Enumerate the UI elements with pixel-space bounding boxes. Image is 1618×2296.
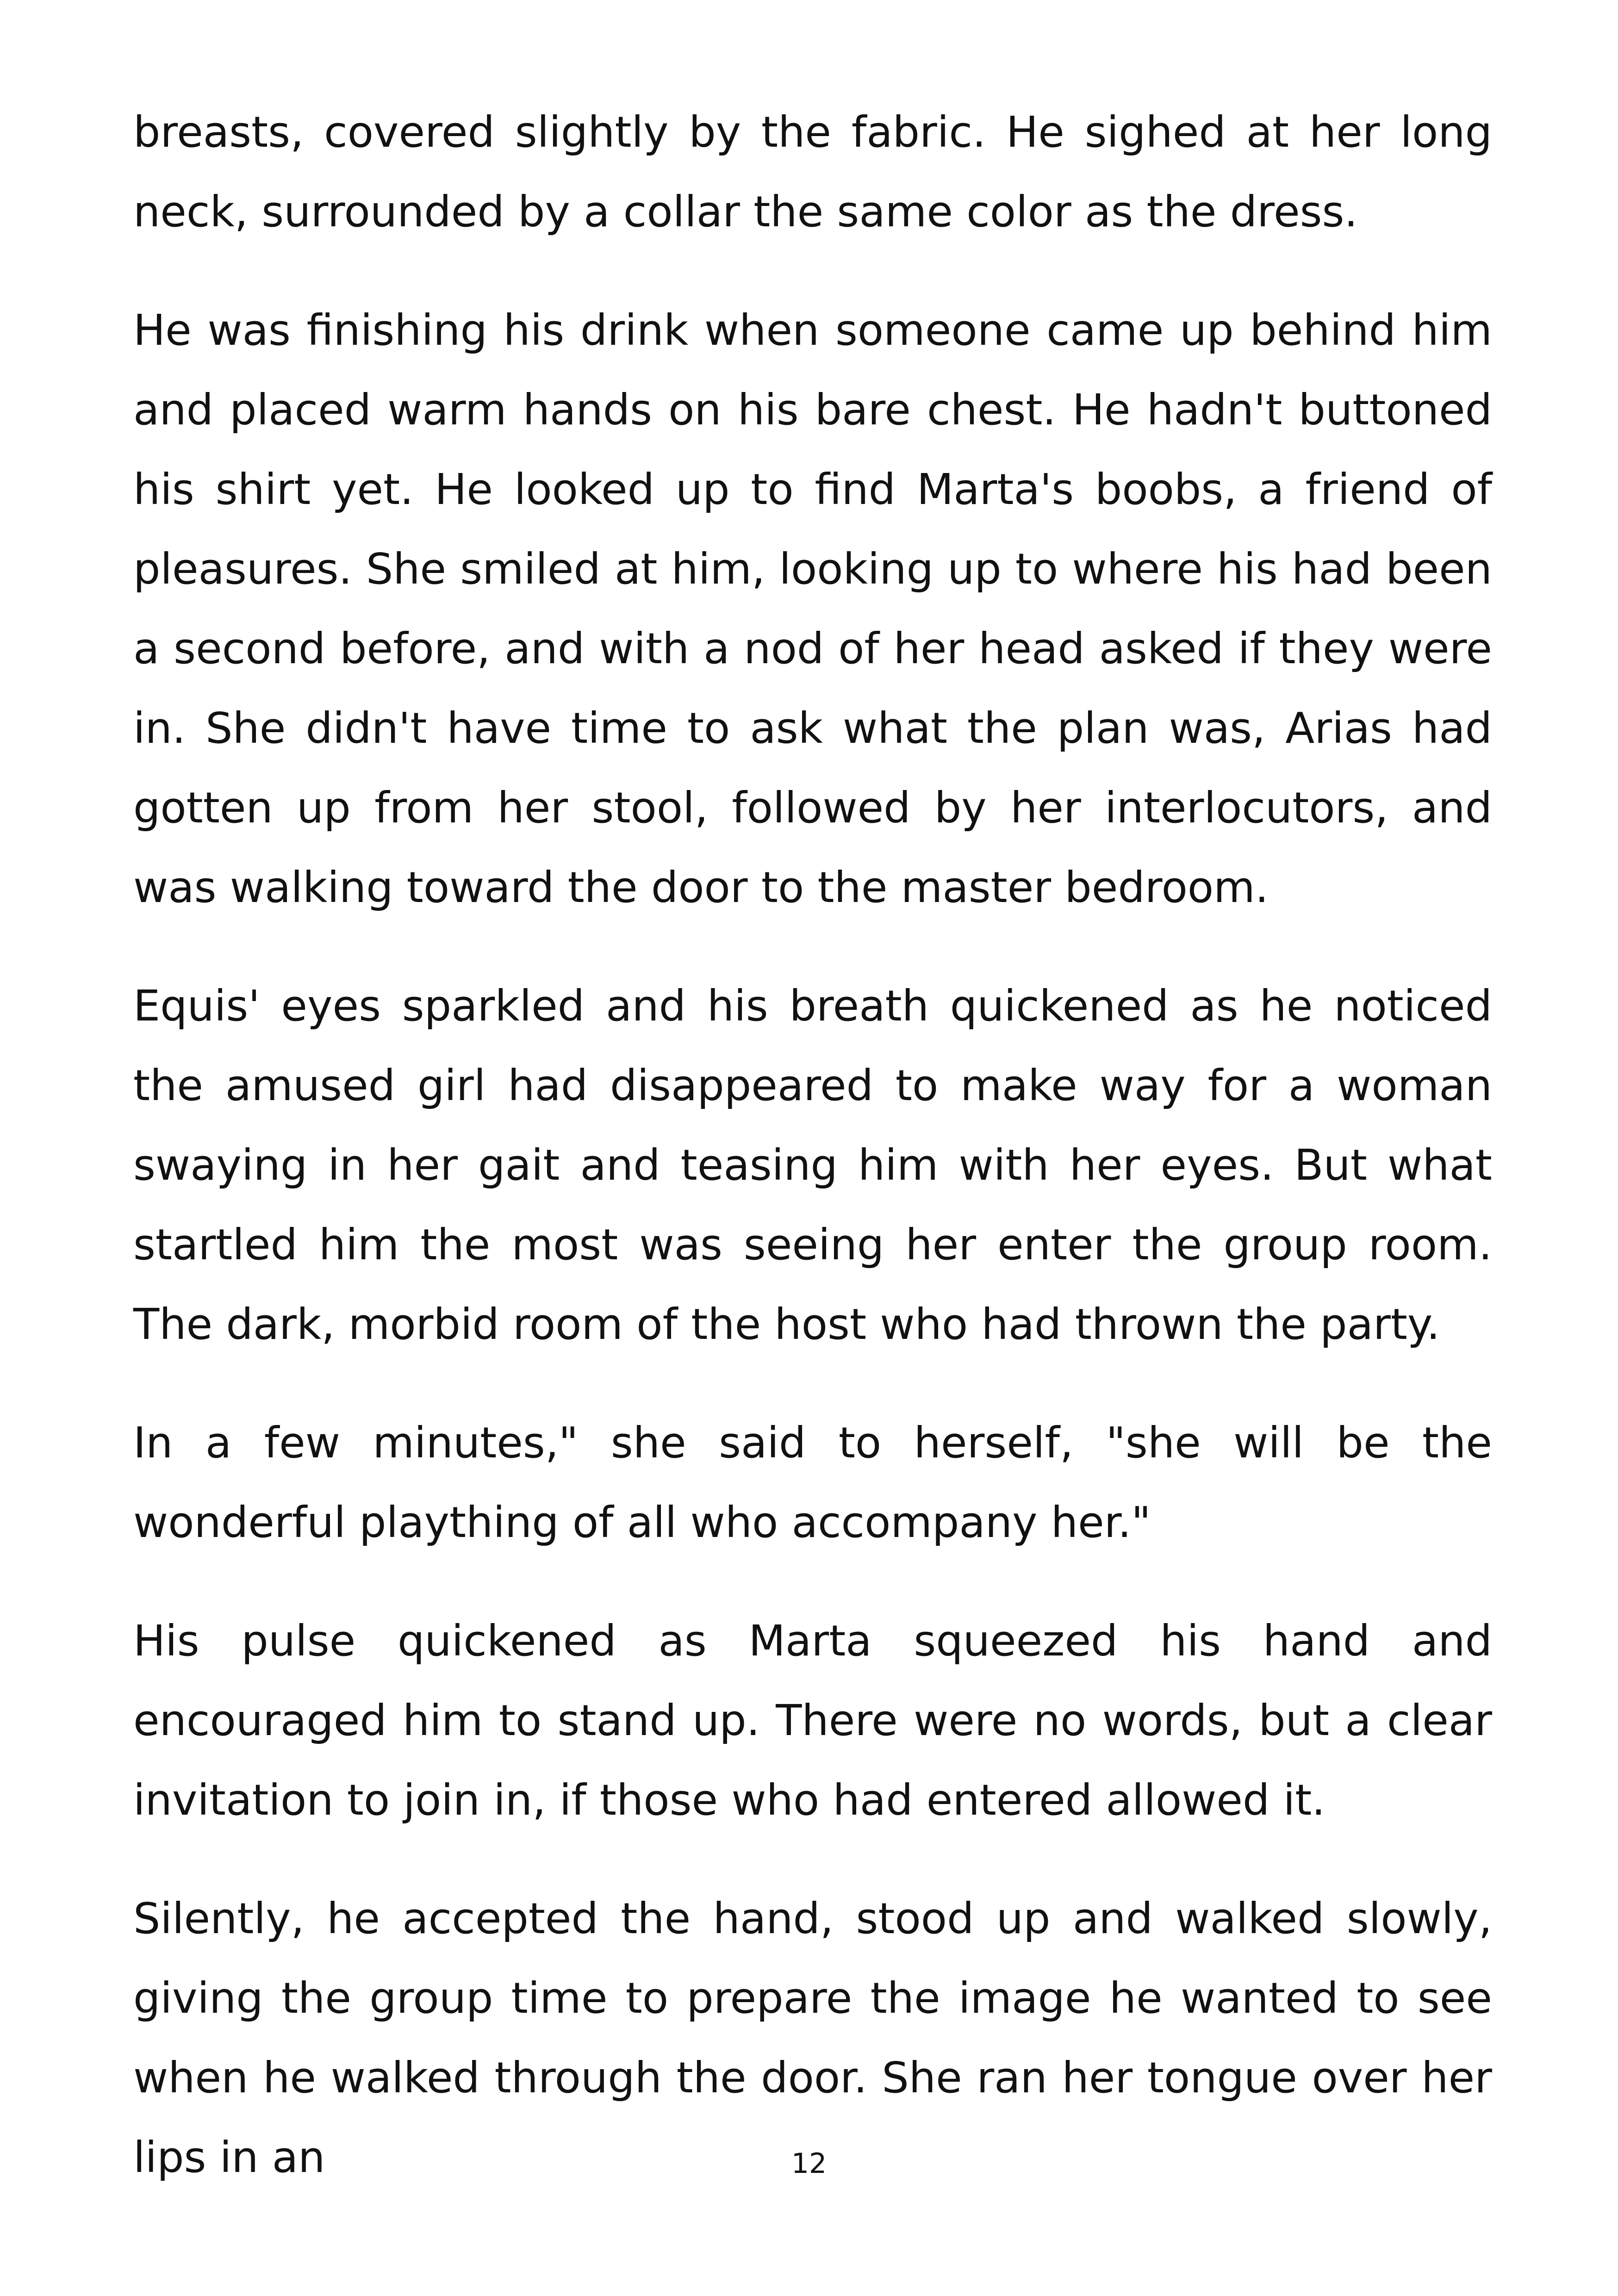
page-number: 12 — [791, 2147, 827, 2180]
paragraph-1: breasts, covered slightly by the fabric. He sighed at her long neck, surrounded by a collar the same color as the dress. — [133, 107, 1492, 236]
body-text — [133, 93, 1492, 2236]
paragraph-4: In a few minutes," she said to herself, "she will be the wonderful plaything of all who accompany her." — [133, 1418, 1492, 1547]
paragraph-5: His pulse quickened as Marta squeezed his hand and encouraged him to stand up. There were no words, but a clear invitation to join in, if those who had entered allowed it. — [133, 1616, 1492, 1825]
paragraph-6: Silently, he accepted the hand, stood up and walked slowly, giving the group time to prepare the image he wanted to see when he walked through the door. She ran her tongue over her lips in an — [133, 1894, 1492, 2182]
paragraph-2: He was finishing his drink when someone came up behind him and placed warm hands on his bare chest. He hadn't buttoned his shirt yet. He looked up to find Marta's boobs, a friend of pleasures. She smiled at him, looking up to where his had been a second before, and with a nod of her head asked if they were in. She didn't have time to ask what the plan was, Arias had gotten up from her stool, followed by her interlocutors, and was walking toward the door to the master bedroom. — [133, 305, 1492, 912]
paragraph-3: Equis' eyes sparkled and his breath quickened as he noticed the amused girl had disappeared to make way for a woman swaying in her gait and teasing him with her eyes. But what startled him the most was seeing her enter the group room. The dark, morbid room of the host who had thrown the party. — [133, 981, 1492, 1349]
